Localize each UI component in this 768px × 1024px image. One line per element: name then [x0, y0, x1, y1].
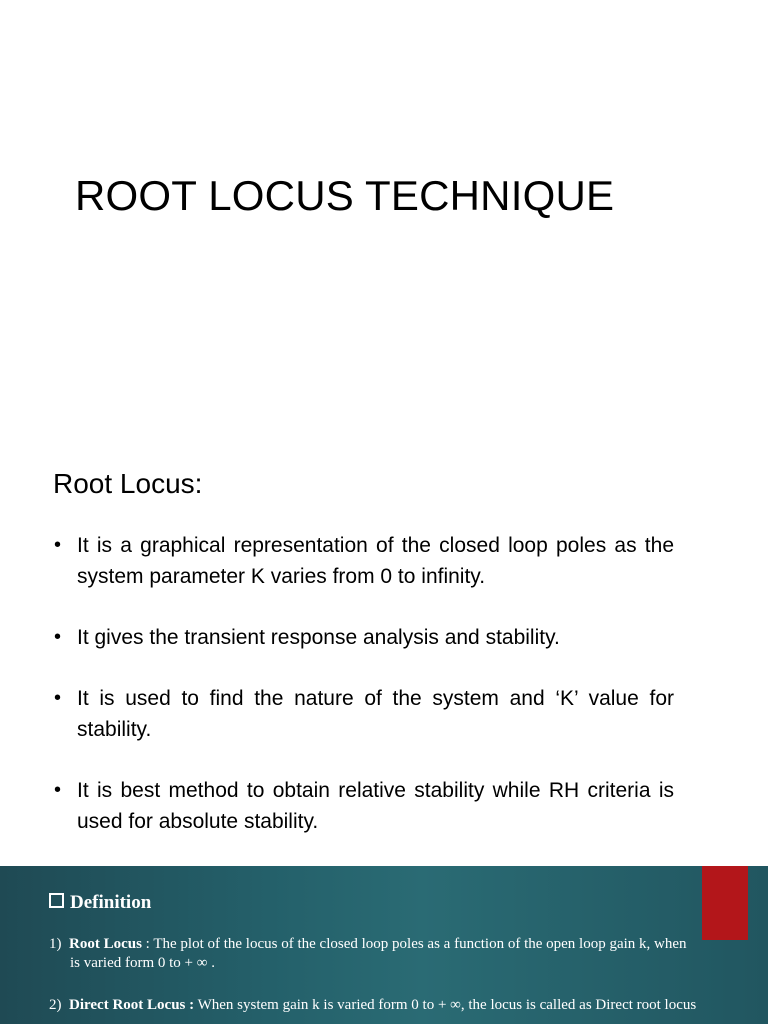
item-number: 1)	[49, 936, 62, 952]
definition-slide	[0, 866, 768, 1024]
checkbox-square-icon	[49, 893, 64, 908]
bullet-list	[53, 530, 674, 867]
bullet-item: • It gives the transient response analysis and stability.	[53, 622, 674, 653]
definition-heading	[49, 892, 151, 914]
item-term: Direct Root Locus :	[69, 997, 195, 1013]
item-continuation: is varied form 0 to + ∞ .	[70, 955, 215, 971]
definition-heading-text: Definition	[70, 892, 152, 913]
accent-bar	[702, 866, 748, 940]
slide-title: ROOT LOCUS TECHNIQUE	[75, 172, 615, 219]
title-slide	[0, 0, 768, 432]
definition-item-direct-root-locus	[49, 996, 696, 1015]
item-number: 2)	[49, 997, 62, 1013]
root-locus-slide	[0, 432, 768, 864]
bullet-item: • It is a graphical representation of the closed loop poles as the system parameter K varies from 0 to infinity.	[53, 530, 674, 592]
item-term: Root Locus	[69, 936, 142, 952]
item-text: When system gain k is varied form 0 to + ∞, the locus is called as Direct root locus	[194, 997, 697, 1013]
bullet-item: • It is used to find the nature of the system and ‘K’ value for stability.	[53, 683, 674, 745]
definition-item-root-locus	[49, 935, 687, 973]
bullet-item: • It is best method to obtain relative stability while RH criteria is used for absolute stability.	[53, 775, 674, 837]
root-locus-heading: Root Locus:	[53, 468, 203, 499]
item-separator: :	[141, 936, 154, 952]
item-text: The plot of the locus of the closed loop poles as a function of the open loop gain k, when	[153, 936, 687, 952]
